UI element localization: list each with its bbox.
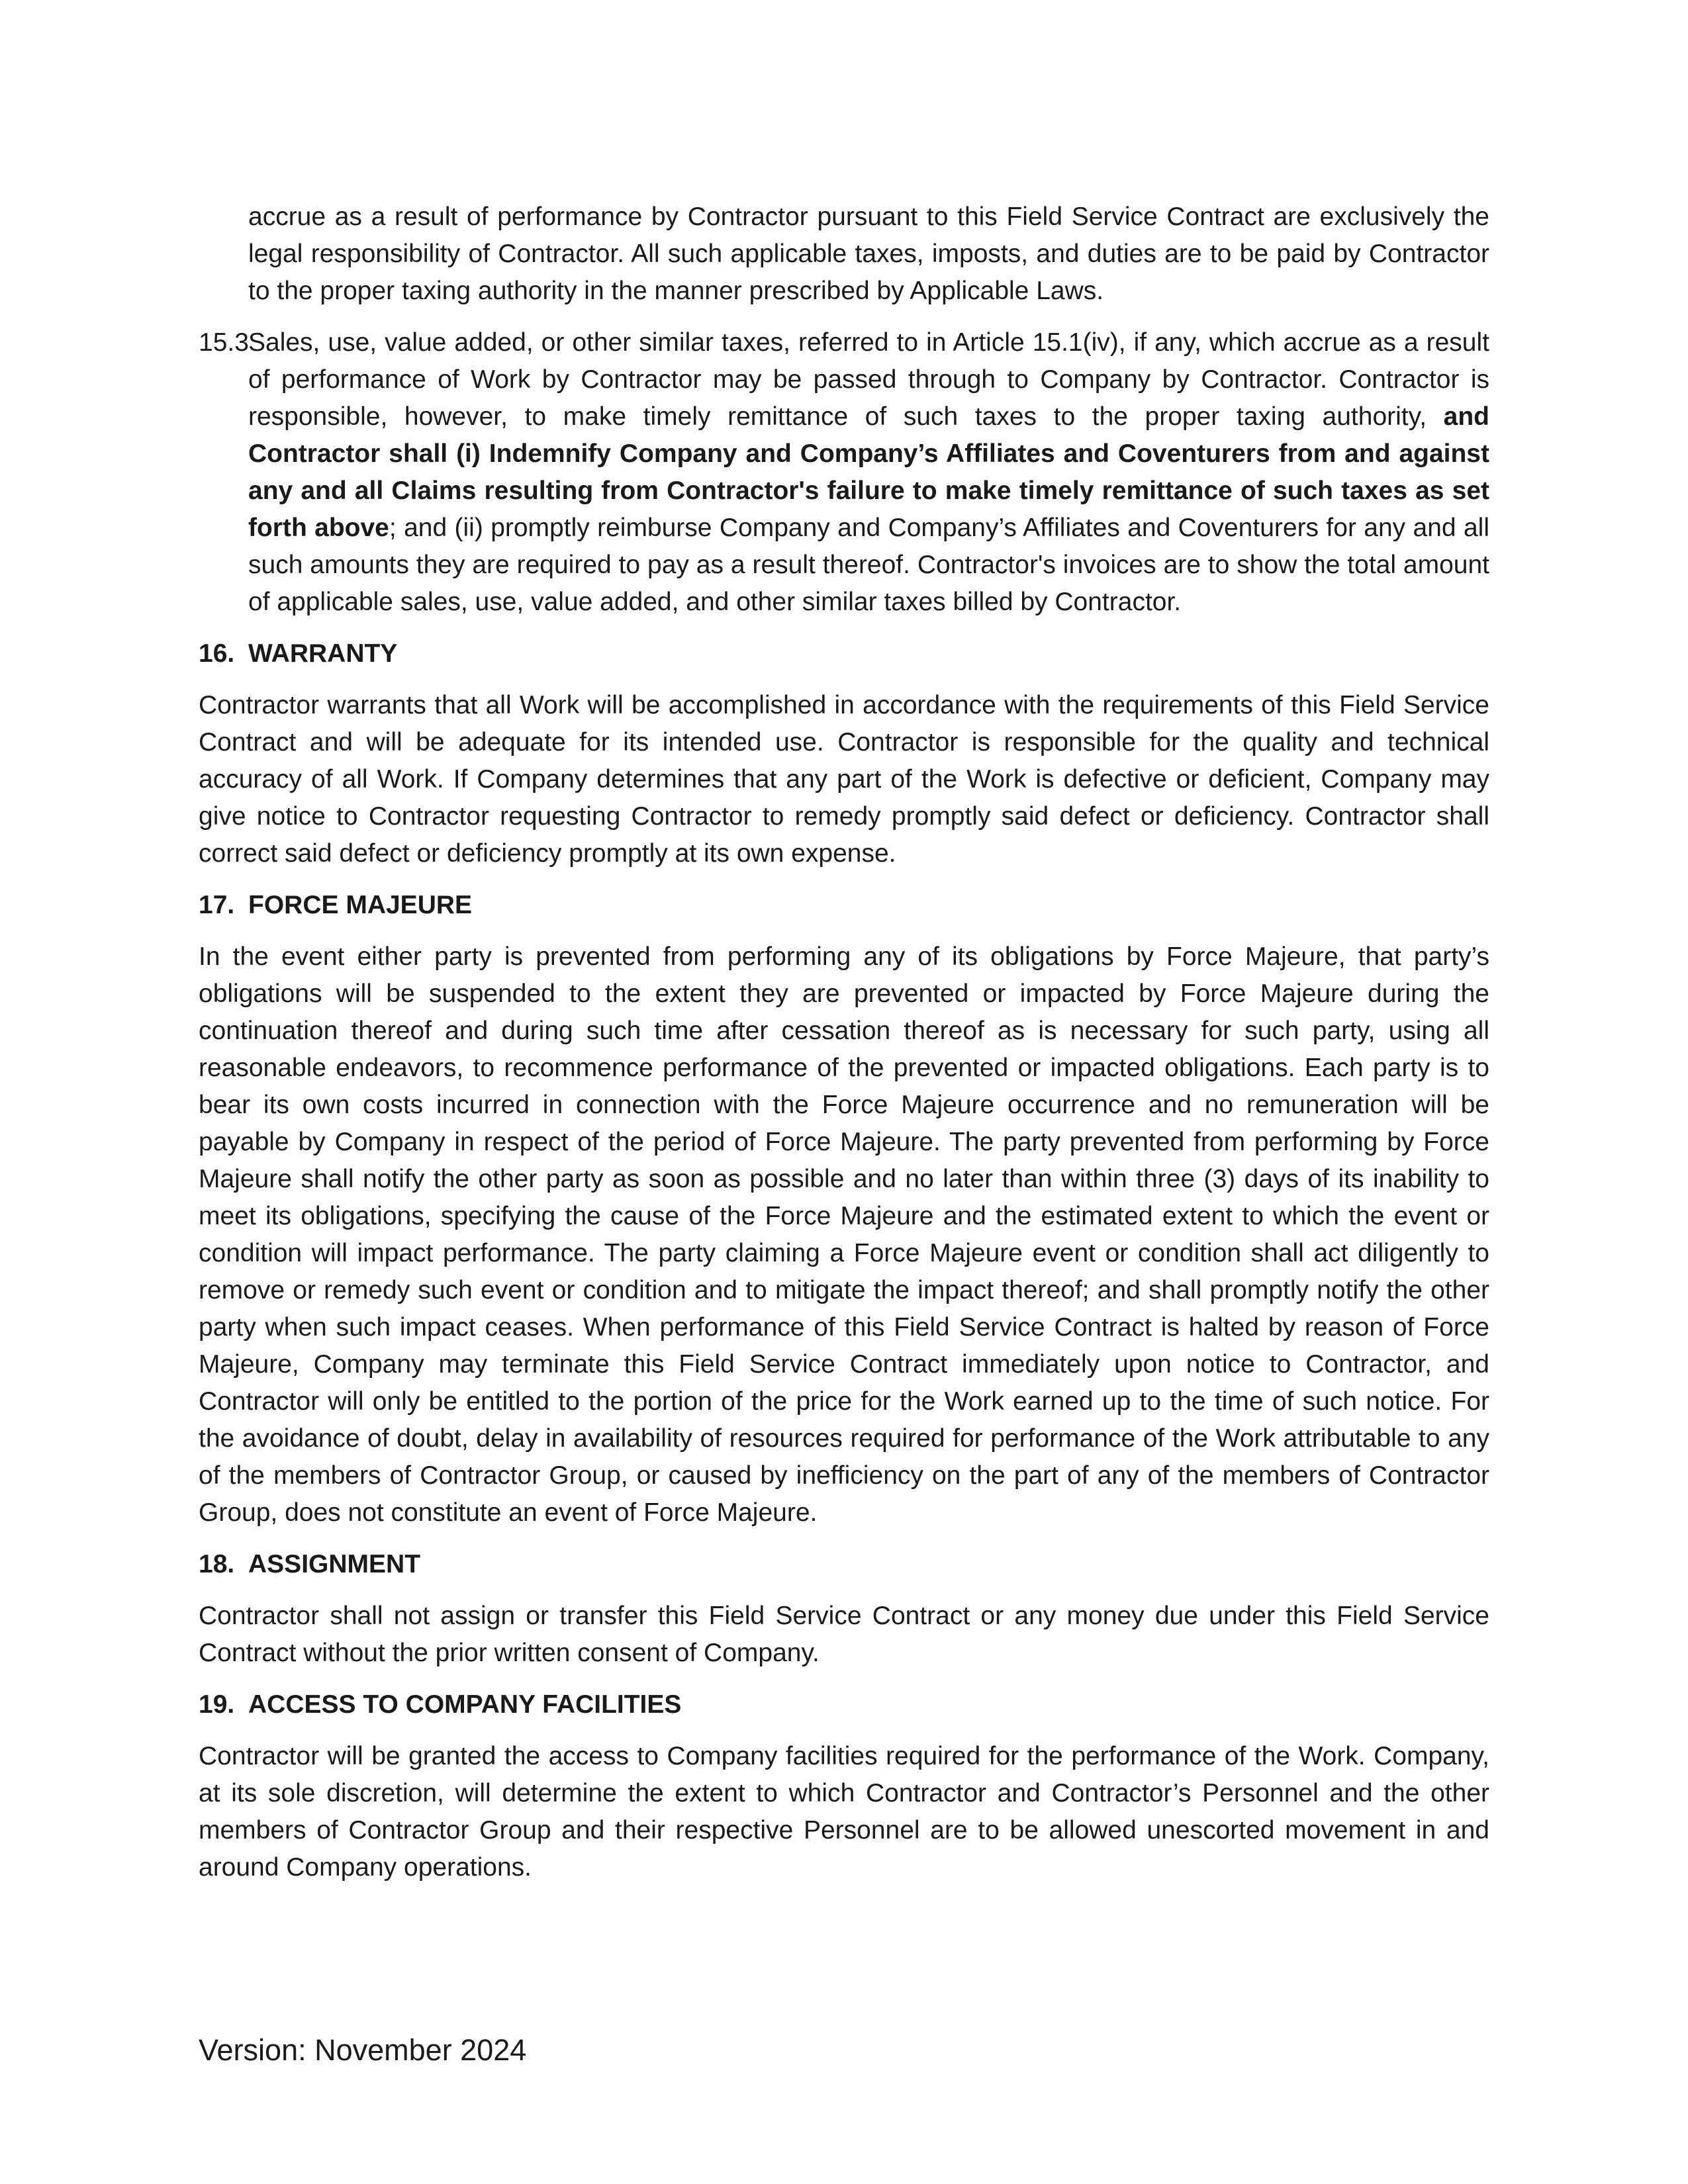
document-page <box>199 199 1489 1886</box>
clause-15-3-number: 15.3 <box>199 328 249 357</box>
section-16-number: 16. <box>199 639 235 668</box>
section-18-number: 18. <box>199 1550 235 1578</box>
section-17-body: In the event either party is prevented from performing any of its obligations by Force Majeure, that party’s obligations will be suspended to the extent they are prevented or impacted by Force Majeure during the continuation thereof and during such time after cessation thereof as is necessary for such party, using all reasonable endeavors, to recommence performance of the prevented or impacted obligations. Each party is to bear its own costs incurred in connection with the Force Majeure occurrence and no remuneration will be payable by Company in respect of the period of Force Majeure. The party prevented from performing by Force Majeure shall notify the other party as soon as possible and no later than within three (3) days of its inability to meet its obligations, specifying the cause of the Force Majeure and the estimated extent to which the event or condition will impact performance. The party claiming a Force Majeure event or condition shall act diligently to remove or remedy such event or condition and to mitigate the impact thereof; and shall promptly notify the other party when such impact ceases. When performance of this Field Service Contract is halted by reason of Force Majeure, Company may terminate this Field Service Contract immediately upon notice to Contractor, and Contractor will only be entitled to the portion of the price for the Work earned up to the time of such notice. For the avoidance of doubt, delay in availability of resources required for performance of the Work attributable to any of the members of Contractor Group, or caused by inefficiency on the part of any of the members of Contractor Group, does not constitute an event of Force Majeure. <box>199 942 1489 1527</box>
section-18-heading <box>199 1546 1489 1583</box>
section-19-number: 19. <box>199 1690 235 1719</box>
section-19-title: ACCESS TO COMPANY FACILITIES <box>248 1690 682 1719</box>
clause-15-3-text-part1: Sales, use, value added, or other similar taxes, referred to in Article 15.1(iv), if any, which accrue as a result of performance of Work by Contractor may be passed through to Company by Contractor. Contractor is responsible, however, to make timely remittance of such taxes to the proper taxing authority, <box>248 328 1489 431</box>
section-16-title: WARRANTY <box>248 639 398 668</box>
section-15-continuation: accrue as a result of performance by Contractor pursuant to this Field Service Contract are exclusively the legal responsibility of Contractor. All such applicable taxes, imposts, and duties are to be paid by Contractor to the proper taxing authority in the manner prescribed by Applicable Laws. <box>248 203 1489 305</box>
clause-15-3-text-part2: ; and (ii) promptly reimburse Company and Company’s Affiliates and Coventurers for any and all such amounts they are required to pay as a result thereof. Contractor's invoices are to show the total amount of applicable sales, use, value added, and other similar taxes billed by Contractor. <box>248 514 1489 616</box>
section-19-body: Contractor will be granted the access to Company facilities required for the performance of the Work. Company, at its sole discretion, will determine the extent to which Contractor and Contractor’s Personnel and the other members of Contractor Group and their respective Personnel are to be allowed unescorted movement in and around Company operations. <box>199 1742 1489 1882</box>
clause-15-3-text-bold: and Contractor shall (i) Indemnify Company and Company’s Affiliates and Coventurers from and against any and all Claims resulting from Contractor's failure to make timely remittance of such taxes as set forth above <box>248 402 1489 542</box>
section-17-title: FORCE MAJEURE <box>248 891 473 919</box>
section-17-heading <box>199 887 1489 924</box>
section-16-heading <box>199 635 1489 672</box>
section-18-title: ASSIGNMENT <box>248 1550 421 1578</box>
section-17-number: 17. <box>199 891 235 919</box>
section-16-body: Contractor warrants that all Work will be accomplished in accordance with the requirements of this Field Service Contract and will be adequate for its intended use. Contractor is responsible for the quality and technical accuracy of all Work. If Company determines that any part of the Work is defective or deficient, Company may give notice to Contractor requesting Contractor to remedy promptly said defect or deficiency. Contractor shall correct said defect or deficiency promptly at its own expense. <box>199 691 1489 868</box>
section-18-body: Contractor shall not assign or transfer this Field Service Contract or any money due under this Field Service Contract without the prior written consent of Company. <box>199 1602 1489 1667</box>
section-19-heading <box>199 1686 1489 1723</box>
clause-15-3 <box>199 324 1489 621</box>
footer-version: Version: November 2024 <box>199 2033 527 2067</box>
